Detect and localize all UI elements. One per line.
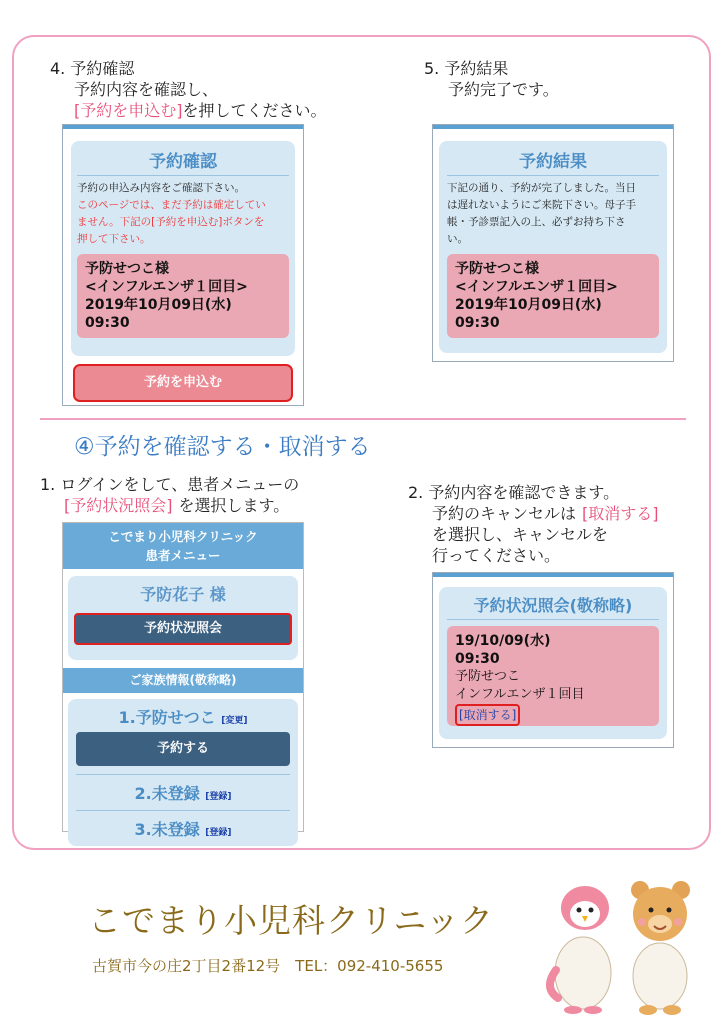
confirm-title: 予約確認 xyxy=(77,147,289,176)
status-title: 予約状況照会(敬称略) xyxy=(447,593,659,620)
register-link[interactable]: [登録] xyxy=(205,828,232,838)
step4-instructions xyxy=(50,58,327,121)
family-member-1: 1.予防せつこ [変更] xyxy=(118,708,248,727)
reservation-status-button[interactable]: 予約状況照会 xyxy=(74,613,292,645)
status-panel xyxy=(439,587,667,739)
step4-line1: 予約内容を確認し、 xyxy=(74,80,219,99)
step2-instructions: 2. 予約内容を確認できます。 予約のキャンセルは [取消する] を選択し、キャンセルを 行ってください。 xyxy=(408,483,659,565)
penguin-mascot-icon xyxy=(550,886,611,1014)
apply-reservation-button[interactable]: 予約を申込む xyxy=(73,364,293,402)
step4-highlight: [予約を申込む] xyxy=(74,101,183,120)
cancel-link[interactable]: [取消する] xyxy=(455,704,520,726)
reservation-time: 09:30 xyxy=(455,651,500,667)
menu-screenshot xyxy=(62,522,304,839)
result-screenshot xyxy=(432,124,674,362)
confirm-text: 予約の申込み内容をご確認下さい。 xyxy=(77,182,245,194)
reservation-date: 19/10/09(水) xyxy=(455,633,551,649)
clinic-name: こでまり小児科クリニック xyxy=(88,901,495,940)
reservation-name: 予防せつこ xyxy=(455,669,521,684)
step2-line1: 2. 予約内容を確認できます。 xyxy=(408,483,620,502)
confirm-warning-line: このページでは、まだ予約は確定してい xyxy=(77,199,266,211)
family-panel xyxy=(68,699,298,846)
step1-line2: を選択します。 xyxy=(178,496,290,515)
make-reservation-button[interactable]: 予約する xyxy=(76,732,290,766)
mascot-illustration xyxy=(538,878,713,1018)
confirm-screenshot xyxy=(62,124,304,406)
clinic-address: 古賀市今の庄2丁目2番12号 TEL：092-410-5655 xyxy=(92,957,444,975)
family-member-2: 2.未登録 [登録] xyxy=(134,784,232,803)
result-panel: 予約結果 下記の通り、予約が完了しました。当日 は遅れないようにご来院下さい。母子手 帳・予診票記入の上、必ずお持ち下さ い。 予防せつこ様 <インフルエンザ１回目> 2019年10月09日(水) 09:30 xyxy=(439,141,667,353)
register-link[interactable]: [登録] xyxy=(205,792,232,802)
step2-highlight: [取消する] xyxy=(582,504,659,523)
confirm-warning-line: 押して下さい。 xyxy=(77,233,151,245)
step5-instructions xyxy=(424,58,559,100)
step1-line1: 1. ログインをして、患者メニューの xyxy=(40,475,300,494)
status-screenshot xyxy=(432,572,674,748)
step1-highlight: [予約状況照会] xyxy=(64,496,173,515)
menu-header: こでまり小児科クリニック 患者メニュー xyxy=(63,523,303,569)
family-header: ご家族情報(敬称略) xyxy=(63,668,303,693)
result-title: 予約結果 xyxy=(447,147,659,176)
family-member-3: 3.未登録 [登録] xyxy=(134,820,232,839)
section-title: ④予約を確認する・取消する xyxy=(74,434,371,460)
result-details-box: 予防せつこ様 <インフルエンザ１回目> 2019年10月09日(水) 09:30 xyxy=(447,254,659,338)
status-details-box xyxy=(447,626,659,726)
step4-line2: を押してください。 xyxy=(182,101,327,120)
step1-instructions xyxy=(40,474,299,516)
bear-mascot-icon xyxy=(631,881,690,1015)
reservation-vaccine: インフルエンザ１回目 xyxy=(455,687,585,702)
step4-title: 4. 予約確認 xyxy=(50,59,135,78)
step5-line1: 予約完了です。 xyxy=(448,80,559,99)
edit-link[interactable]: [変更] xyxy=(221,716,248,726)
confirm-details-box: 予防せつこ様 <インフルエンザ１回目> 2019年10月09日(水) 09:30 xyxy=(77,254,289,338)
patient-name: 予防花子 様 xyxy=(140,585,226,604)
patient-panel xyxy=(68,576,298,660)
confirm-warning-line: ません。下記の[予約を申込む]ボタンを xyxy=(77,216,265,228)
confirm-panel xyxy=(71,141,295,356)
section-divider xyxy=(40,418,686,420)
step5-title: 5. 予約結果 xyxy=(424,59,509,78)
